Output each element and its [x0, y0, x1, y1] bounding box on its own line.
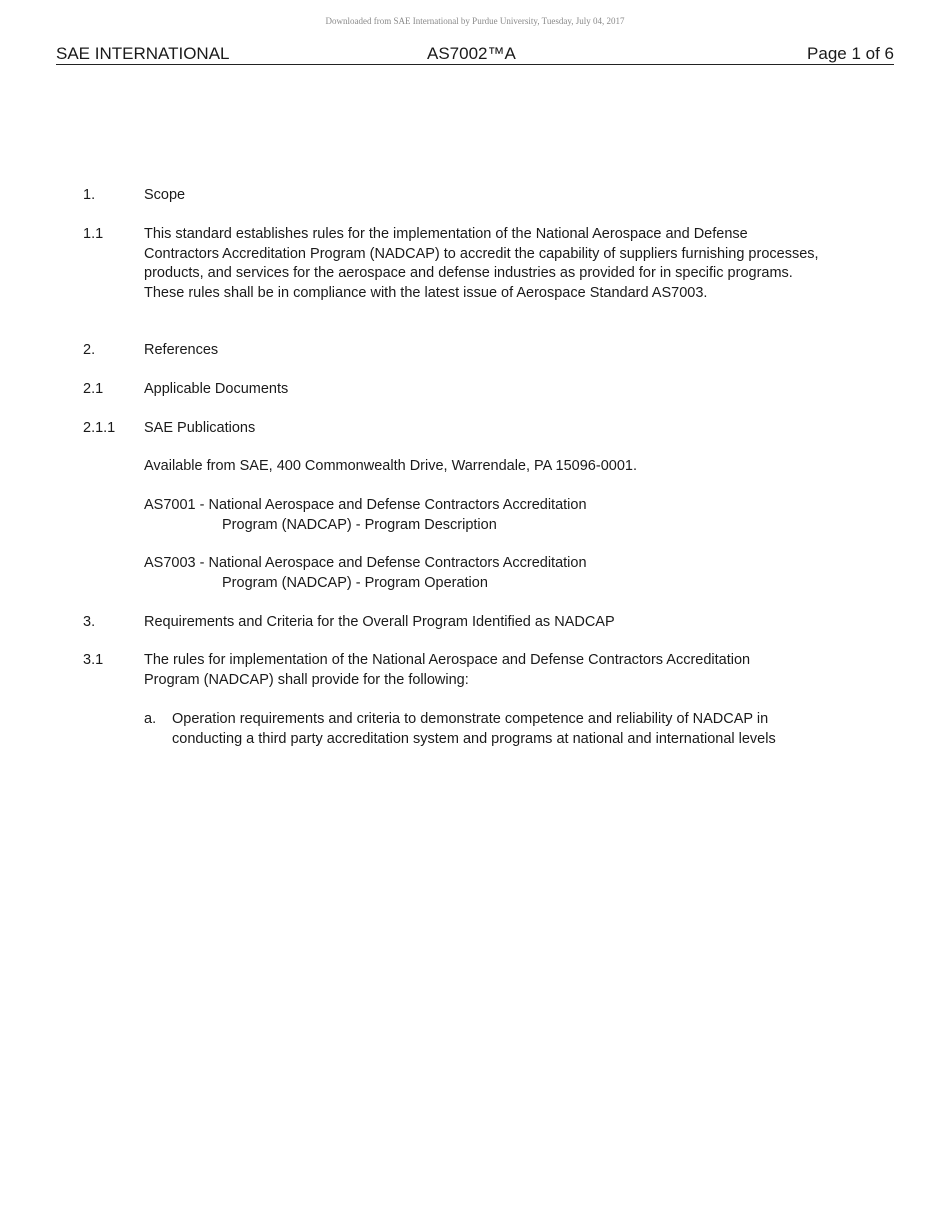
reference-line: AS7001 - National Aerospace and Defense Contractors Accreditation [144, 497, 587, 513]
section-number: 3. [83, 614, 96, 630]
header-document-id: AS7002™A [427, 44, 516, 63]
section-number: 1. [83, 187, 96, 203]
section-number: 3.1 [83, 652, 104, 668]
reference-line: Program (NADCAP) - Program Description [222, 516, 497, 533]
section-number: 2.1 [83, 381, 104, 397]
section-title: References [144, 342, 219, 358]
header-page-number: Page 1 of 6 [807, 44, 894, 63]
section-title: Requirements and Criteria for the Overall Program Identified as NADCAP [144, 614, 615, 630]
list-item-text: Operation requirements and criteria to demonstrate competence and reliability of NADCAP in conducting a third party accreditation system and programs at national and international levels [172, 711, 776, 747]
availability-text: Available from SAE, 400 Commonwealth Drive, Warrendale, PA 15096-0001. [144, 458, 637, 474]
list-marker: a. [144, 711, 157, 727]
section-number: 2.1.1 [83, 420, 116, 436]
section-number: 2. [83, 342, 96, 358]
section-title: Scope [144, 187, 186, 203]
section-title: SAE Publications [144, 420, 256, 436]
page-header [56, 44, 894, 65]
section-number: 1.1 [83, 226, 104, 242]
section-title: Applicable Documents [144, 381, 289, 397]
header-organization: SAE INTERNATIONAL [56, 44, 230, 63]
download-watermark: Downloaded from SAE International by Purdue University, Tuesday, July 04, 2017 [325, 16, 625, 26]
reference-line: AS7003 - National Aerospace and Defense Contractors Accreditation [144, 555, 587, 571]
section-paragraph: The rules for implementation of the National Aerospace and Defense Contractors Accreditation Program (NADCAP) shall provide for the following: [144, 652, 751, 688]
section-paragraph: This standard establishes rules for the implementation of the National Aerospace and Defense Contractors Accreditation Program (NADCAP) to accredit the capability of suppliers furnishing processes, products, and services for the aerospace and defense industries as provided for in specific programs. These rules shall be in compliance with the latest issue of Aerospace Standard AS7003. [144, 226, 819, 301]
reference-line: Program (NADCAP) - Program Operation [222, 574, 488, 591]
